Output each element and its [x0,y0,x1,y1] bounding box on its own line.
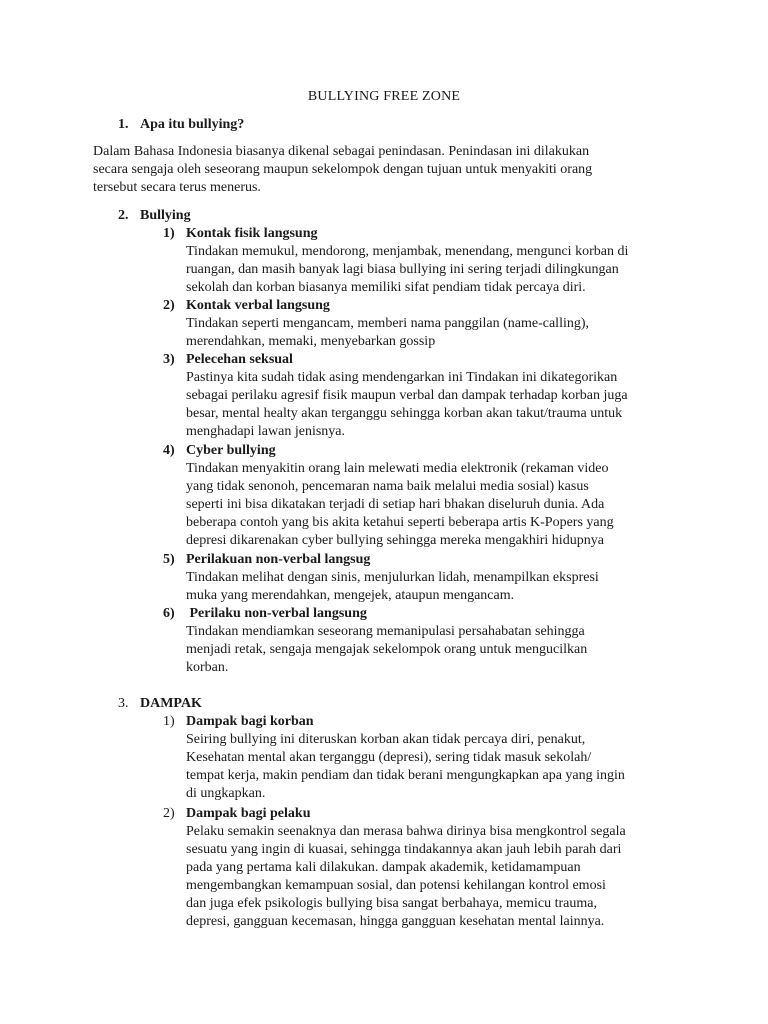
body-line: korban. [186,660,229,675]
list-item-body [186,315,703,351]
body-line: beberapa contoh yang bis akita ketahui seperti beberapa artis K-Popers yang [186,515,614,530]
list-item-heading [163,351,703,369]
body-line: menjadi retak, sengaja mengajak sekelompok orang untuk mengucilkan [186,642,588,657]
body-line: depresi dikarenakan cyber bullying sehingga mereka mengakhiri hidupnya [186,533,604,548]
paragraph-line: secara sengaja oleh seseorang maupun sekelompok dengan tujuan untuk menyakiti orang [93,162,593,177]
list-item-body [186,569,703,605]
body-line: menghadapi lawan jenisnya. [186,424,346,439]
list-item-body [186,731,703,803]
section-1-heading [118,116,244,134]
section-1-paragraph [93,143,653,197]
list-item-heading [163,551,703,569]
list-item-number: 1) [163,226,175,241]
list-item-title: Perilaku non-verbal langsung [186,606,367,621]
list-item-heading [163,605,703,623]
list-item-heading [163,805,703,823]
body-line: pada yang pertama kali dilakukan. dampak akademik, ketidamampuan [186,860,581,875]
body-line: merendahkan, memaki, menyebarkan gossip [186,334,436,349]
list-item [163,225,703,297]
body-line: muka yang merendahkan, mengejek, ataupun mengancam. [186,588,515,603]
list-item [163,713,703,803]
list-item-title: Dampak bagi pelaku [186,806,311,821]
body-line: Tindakan mendiamkan seseorang memanipulasi persahabatan sehingga [186,624,585,639]
body-line: besar, mental healty akan terganggu sehingga korban akan takut/trauma untuk [186,406,623,421]
list-item-title: Perilakuan non-verbal langsug [186,552,371,567]
body-line: Tindakan seperti mengancam, memberi nama panggilan (name-calling), [186,316,590,331]
list-item-heading [163,442,703,460]
list-item-number: 2) [163,806,175,821]
list-item-heading [163,713,703,731]
section-2-heading [118,207,191,225]
list-item-number: 6) [163,606,175,621]
list-item-title: Kontak verbal langsung [186,298,330,313]
section-number: 2. [118,208,129,223]
body-line: sekolah dan korban biasanya memiliki sifat pendiam tidak percaya diri. [186,280,586,295]
section-title: DAMPAK [140,696,202,711]
list-item-heading [163,297,703,315]
body-line: Kesehatan mental akan terganggu (depresi), sering tidak masuk sekolah/ [186,750,592,765]
list-item-number: 1) [163,714,175,729]
body-line: Tindakan memukul, mendorong, menjambak, menendang, mengunci korban di [186,244,629,259]
list-item-body [186,369,703,441]
list-item [163,442,703,550]
list-item-body [186,243,703,297]
body-line: Pastinya kita sudah tidak asing mendengarkan ini Tindakan ini dikategorikan [186,370,618,385]
section-number: 1. [118,117,129,132]
list-item-title: Pelecehan seksual [186,352,293,367]
list-item [163,605,703,677]
body-line: seperti ini bisa dikatakan terjadi di setiap hari bhakan diseluruh dunia. Ada [186,497,605,512]
section-number: 3. [118,696,129,711]
list-item-number: 5) [163,552,175,567]
list-item-body [186,460,703,550]
body-line: sesuatu yang ingin di kuasai, sehingga tindakannya akan jauh lebih parah dari [186,842,622,857]
list-item-body [186,823,703,931]
list-item-body [186,623,703,677]
body-line: yang tidak senonoh, pencemaran nama baik melalui media sosial) kasus [186,479,589,494]
document-title: BULLYING FREE ZONE [307,89,461,104]
body-line: sebagai perilaku agresif fisik maupun verbal dan dampak terhadap korban juga [186,388,628,403]
list-item [163,805,703,931]
body-line: Seiring bullying ini diteruskan korban akan tidak percaya diri, penakut, [186,732,586,747]
list-item-number: 2) [163,298,175,313]
paragraph-line: Dalam Bahasa Indonesia biasanya dikenal sebagai penindasan. Penindasan ini dilakukan [93,144,590,159]
list-item [163,551,703,605]
body-line: Tindakan melihat dengan sinis, menjulurkan lidah, menampilkan ekspresi [186,570,599,585]
list-item-title: Cyber bullying [186,443,276,458]
body-line: Pelaku semakin seenaknya dan merasa bahwa dirinya bisa mengkontrol segala [186,824,626,839]
body-line: di ungkapkan. [186,786,266,801]
body-line: dan juga efek psikologis bullying bisa sangat berbahaya, memicu trauma, [186,896,597,911]
body-line: Tindakan menyakitin orang lain melewati media elektronik (rekaman video [186,461,609,476]
list-item-number: 3) [163,352,175,367]
body-line: ruangan, dan masih banyak lagi biasa bullying ini sering terjadi dilingkungan [186,262,619,277]
paragraph-line: tersebut secara terus menerus. [93,180,261,195]
section-title: Bullying [140,208,191,223]
list-item-title: Dampak bagi korban [186,714,314,729]
body-line: mengembangkan kemampuan sosial, dan potensi kehilangan kontrol emosi [186,878,606,893]
list-item-number: 4) [163,443,175,458]
section-3-heading [118,695,202,713]
body-line: tempat kerja, makin pendiam dan tidak berani mengungkapkan apa yang ingin [186,768,625,783]
list-item [163,297,703,351]
body-line: depresi, gangguan kecemasan, hingga gangguan kesehatan mental lainnya. [186,914,605,929]
section-title: Apa itu bullying? [140,117,245,132]
list-item [163,351,703,441]
list-item-title: Kontak fisik langsung [186,226,318,241]
list-item-heading [163,225,703,243]
